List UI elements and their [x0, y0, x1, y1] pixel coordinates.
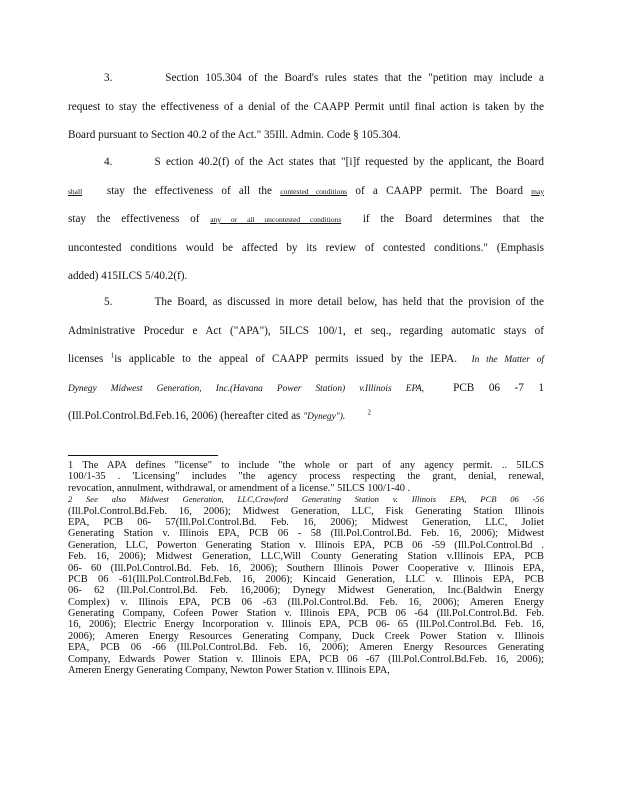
paragraph-4-line-2: [68, 177, 544, 206]
footnote-2-line: 2006); Ameren Energy Resources Generating Company, Duck Creek Power Station v. Illinois: [68, 630, 544, 642]
paragraph-number: 3.: [104, 72, 113, 84]
text-run: S ection 40.2(f) of the Act states that "[i]f requested by the applicant, the Board: [154, 156, 544, 168]
emphasis-shall: shall: [68, 186, 83, 196]
paragraph-4-line-5: added) 415ILCS 5/40.2(f).: [68, 270, 188, 282]
emphasis-may: may: [531, 186, 545, 196]
text-run: licenses: [68, 353, 104, 365]
paragraph-5-line-1: [68, 288, 544, 317]
footnote-1-line: 1 The APA defines "license" to include "the whole or part of any agency permit. .. 5ILCS: [68, 460, 544, 471]
text-run: if the Board determines that the: [362, 213, 544, 225]
footnotes: [68, 460, 544, 676]
paragraph-5-line-2: Administrative Procedur e Act ("APA"), 5ILCS 100/1, et seq., regarding automatic stays of: [68, 324, 544, 337]
footnote-2-line: EPA, PCB 06 -66 (Ill.Pol.Control.Bd. Feb. 16, 2006); Ameren Energy Resources Generating: [68, 642, 544, 654]
paragraph-number: 4.: [104, 156, 113, 168]
paragraph-3-line-1: [68, 64, 544, 93]
text-run: (Ill.Pol.Control.Bd.Feb.16, 2006) (hereafter cited as: [68, 410, 301, 422]
footnote-2-line: Ameren Energy Generating Company, Newton Power Station v. Illinois EPA,: [68, 665, 390, 677]
text-run: PCB 06 -7 1: [453, 381, 544, 394]
footnote-2-line: 06- 60 (Ill.Pol.Control.Bd. Feb. 16, 2006); Southern Illinois Power Cooperative v. Illinois EPA,: [68, 562, 544, 574]
case-citation: In the Matter of: [471, 355, 544, 365]
text-run: of a CAAPP permit. The Board: [355, 184, 523, 197]
paragraph-5-line-4: [68, 374, 544, 403]
case-citation: Dynegy Midwest Generation, Inc.(Havana Power Station) v.Illinois EPA,: [68, 383, 425, 394]
paragraph-5-line-3: [68, 345, 544, 374]
paragraph-3-line-3: Board pursuant to Section 40.2 of the Act." 35Ill. Admin. Code § 105.304.: [68, 129, 401, 141]
footnote-2-line: Generating Station v. Illinois EPA, PCB 06 - 58 (Ill.Pol.Control.Bd. Feb. 16, 2006); Midwest: [68, 528, 544, 540]
paragraph-4-line-4: uncontested conditions would be affected by its review of contested conditions." (Emphasis: [68, 241, 544, 254]
emphasis-uncontested-conditions: any or all uncontested conditions: [210, 215, 342, 224]
paragraph-5: [68, 288, 544, 431]
footnote-2-line: Feb. 16, 2006); Midwest Generation, LLC,Will County Generating Station v.Illinois EPA, PCB: [68, 551, 544, 563]
footnote-2-line: Generating Company, Cofeen Power Station v. Illinois EPA, PCB 06 -64 (Ill.Pol.Control.Bd. Feb.: [68, 608, 544, 620]
text-run: is applicable to the appeal of CAAPP permits issued by the IEPA.: [114, 353, 457, 365]
footnote-2-line: (Ill.Pol.Control.Bd.Feb. 16, 2006); Midwest Generation, LLC, Fisk Generating Station Illinois: [68, 505, 544, 517]
paragraph-4: [68, 148, 544, 291]
footnote-1-line: 100/1-35 . 'Licensing" includes "the agency process respecting the grant, denial, renewal,: [68, 471, 544, 483]
footnote-1-line: revocation, annulment, withdrawal, or amendment of a license." 5ILCS 100/1-40 .: [68, 482, 411, 494]
text-run: The Board, as discussed in more detail below, has held that the provision of the: [154, 296, 544, 308]
footnote-2-line: EPA, PCB 06- 57(Ill.Pol.Control.Bd. Feb. 16, 2006); Midwest Generation, LLC, Joliet: [68, 516, 544, 528]
paragraph-4-line-1: [68, 148, 544, 177]
case-citation: "Dynegy").: [303, 412, 346, 422]
paragraph-number: 5.: [104, 296, 113, 308]
footnote-ref-2[interactable]: 2: [367, 408, 372, 417]
footnote-ref-1[interactable]: 1: [110, 351, 115, 360]
footnote-separator: [68, 455, 218, 456]
text-run: stay the effectiveness of: [68, 213, 200, 225]
footnote-2-line: PCB 06 -61(Ill.Pol.Control.Bd.Feb. 16, 2006); Kincaid Generation, LLC v. Illinois EPA, PCB: [68, 573, 544, 585]
paragraph-5-line-5: [68, 402, 544, 431]
text-run: Section 105.304 of the Board's rules states that the "petition may include a: [165, 72, 545, 84]
paragraph-4-line-3: [68, 205, 544, 234]
footnote-2-line: Generation, LLC, Powerton Generating Station v. Illinois EPA, PCB 06 -59 (Ill.Pol.Control.Bd .: [68, 539, 544, 551]
footnote-2-line: 2 See also Midwest Generation, LLC,Crawford Generating Station v. Illinois EPA, PCB 06 -56: [68, 494, 544, 505]
footnote-2-line: Company, Edwards Power Station v. Illinois EPA, PCB 06 -67 (Ill.Pol.Control.Bd.Feb. 16, 2006);: [68, 653, 544, 665]
footnote-2-line: 06- 62 (Ill.Pol.Control.Bd. Feb. 16,2006); Dynegy Midwest Generation, Inc.(Baldwin Energy: [68, 585, 544, 597]
paragraph-3: [68, 64, 544, 150]
footnote-2-line: 16, 2006); Electric Energy Incorporation v. Illinois EPA, PCB 06- 65 (Ill.Pol.Control.Bd. Feb. 16,: [68, 619, 544, 631]
emphasis-contested-conditions: contested conditions: [280, 186, 348, 196]
text-run: stay the effectiveness of all the: [106, 184, 272, 197]
paragraph-3-line-2: request to stay the effectiveness of a denial of the CAAPP Permit until final action is taken by the: [68, 100, 544, 113]
footnote-2-line: Complex) v. Illinois EPA, PCB 06 -63 (Ill.Pol.Control.Bd. Feb. 16, 2006); Ameren Energy: [68, 596, 544, 608]
